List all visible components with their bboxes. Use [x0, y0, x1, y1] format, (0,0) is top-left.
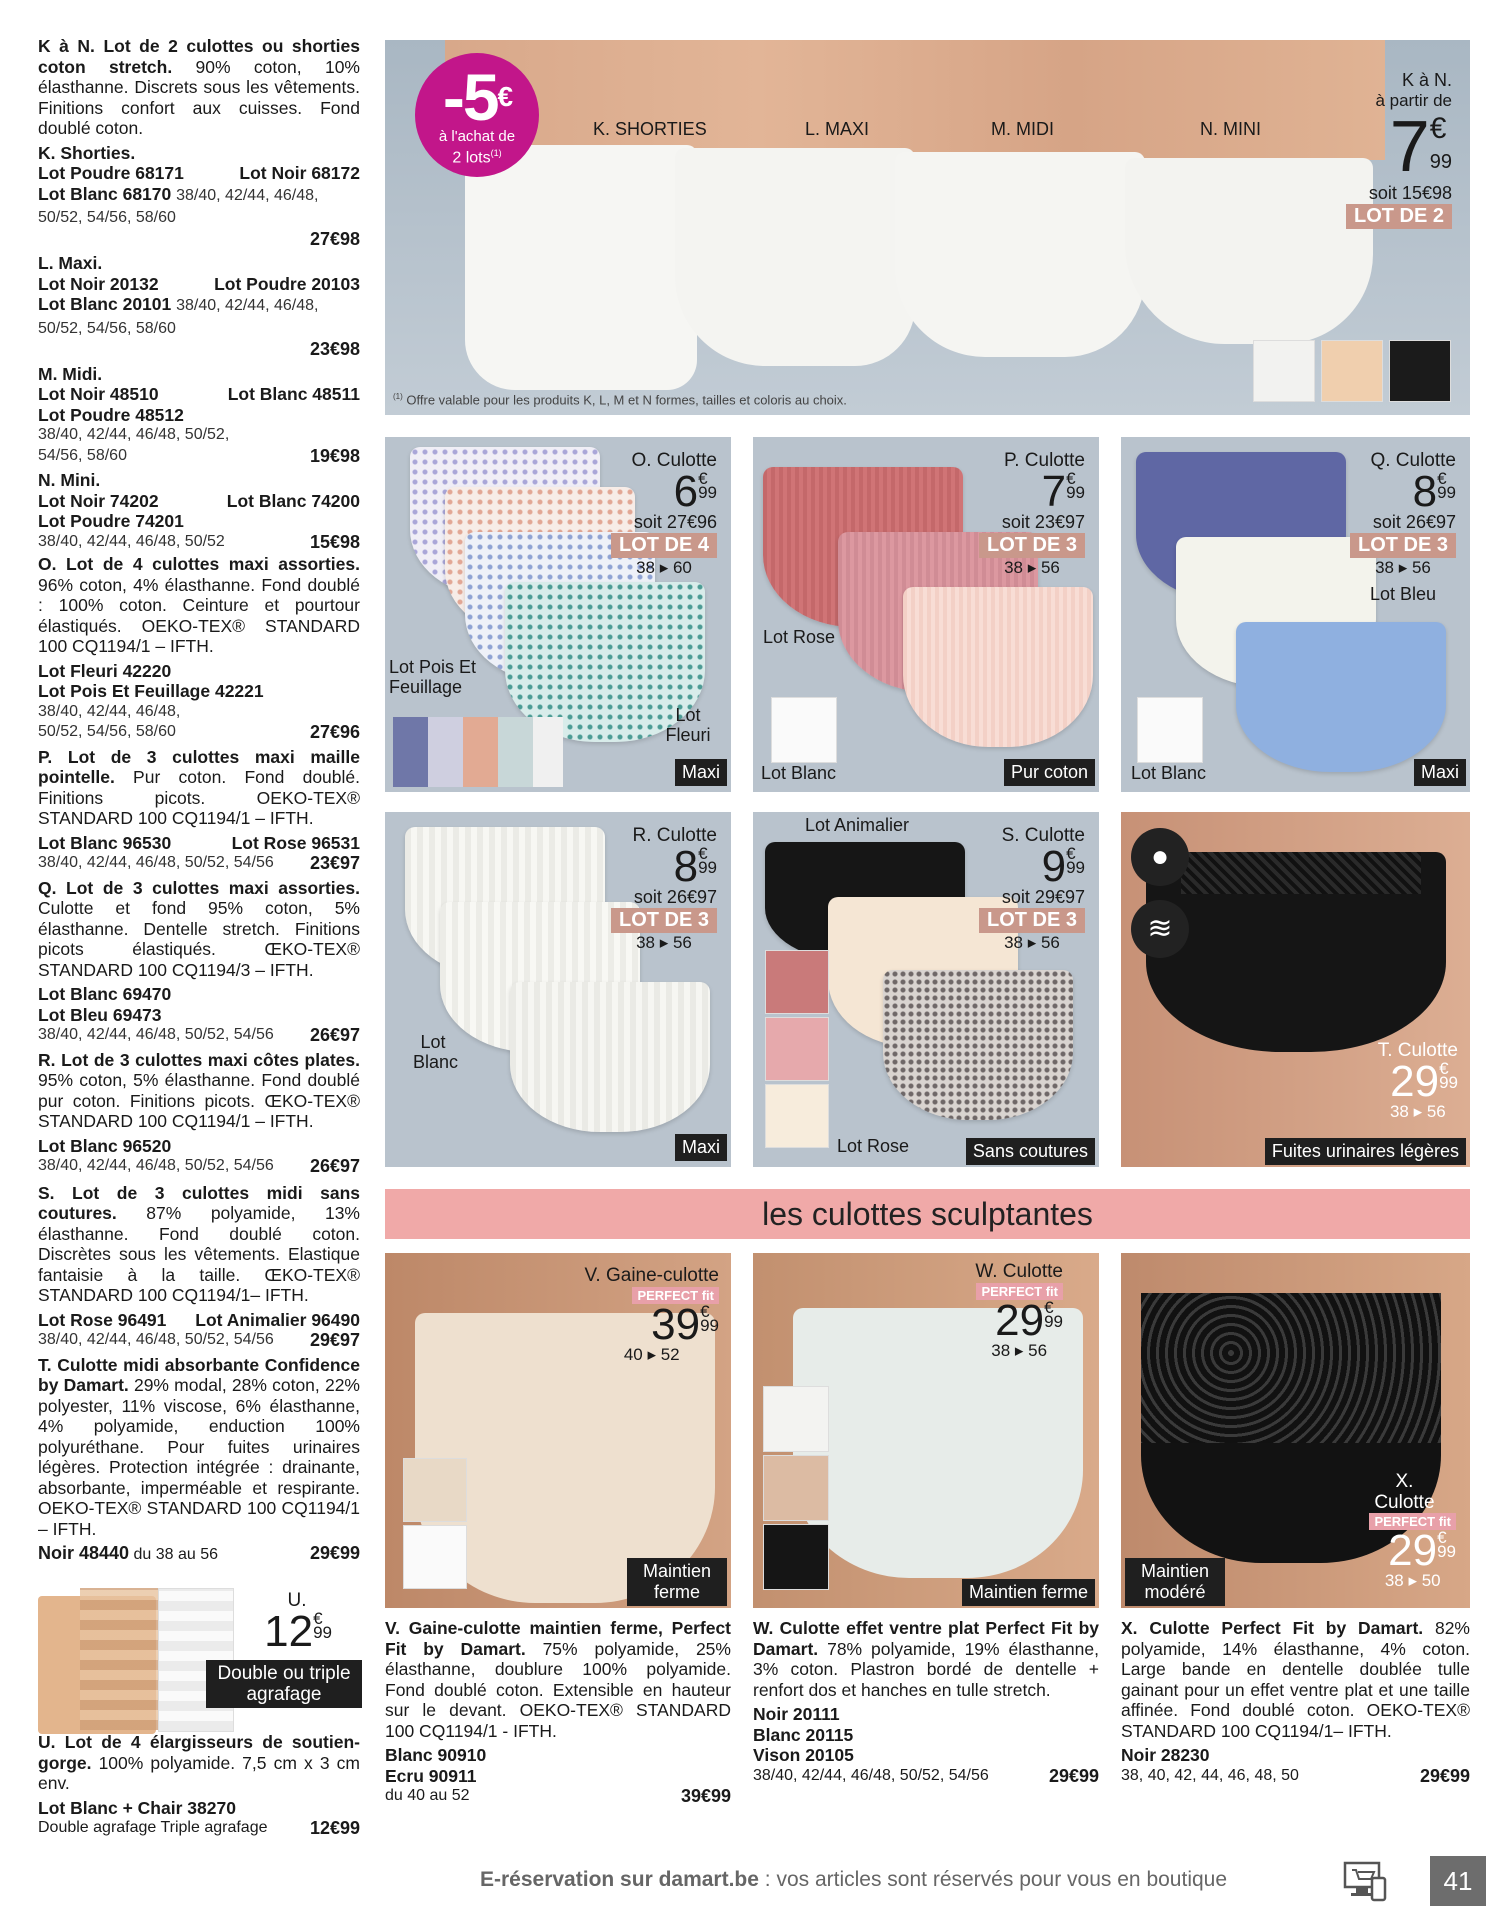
k-price: 27€98: [309, 228, 360, 249]
s-label-rose: Lot Rose: [837, 1136, 910, 1156]
r-label-blanc: Lot Blanc: [413, 1032, 459, 1072]
o-label-pois: Lot Pois Et Feuillage: [389, 657, 477, 697]
o-intro: O. Lot de 4 culottes maxi assorties.: [38, 554, 360, 574]
l-ref3: Lot Blanc 20101 38/40, 42/44, 46/48, 50/52, 54/56, 58/60: [38, 294, 319, 337]
o-label-fleuri: Lot Fleuri: [665, 705, 711, 745]
droplet-icon: ●: [1131, 828, 1189, 886]
n-title: N. Mini.: [38, 470, 101, 490]
s-intro: S. Lot de 3 culottes midi sans coutures.: [38, 1182, 360, 1223]
x-ref1: Noir 28230: [1121, 1745, 1210, 1765]
p-label-blanc: Lot Blanc: [761, 763, 837, 783]
q-price-block: Q. Culotte 8€ 99 soit 26€97 LOT DE 3 38 ▸ 56 Lot Bleu: [1350, 450, 1456, 605]
v-ref1: Blanc 90910: [385, 1745, 487, 1765]
q-ref2: Lot Bleu 69473: [38, 1004, 162, 1025]
hero-midi: [895, 152, 1145, 357]
perfect-fit-badge: PERFECT fit: [976, 1283, 1063, 1300]
promo-badge: -5€ à l'achat de 2 lots$^{(1)}$: [415, 53, 539, 177]
p-intro: P. Lot de 3 culottes maxi maille pointelle.: [38, 746, 360, 787]
q-intro: Q. Lot de 3 culottes maxi assorties.: [38, 877, 360, 898]
q-desc: Culotte et fond 95% coton, 5% élasthanne. Dentelle stretch. Finitions picots élastiqués. ŒKO-TEX® STANDARD 100 CQ1194/3 – IFTH.: [38, 898, 360, 980]
x-price-block: X. Culotte PERFECT fit 29€ 99 38 ▸ 50: [1369, 1471, 1456, 1591]
s-swatch-rose: [765, 1017, 829, 1081]
q-swatch-white: [1137, 697, 1203, 763]
w-swatch-vison: [763, 1455, 829, 1521]
q-tag: Maxi: [1414, 759, 1466, 786]
r-ref1: Lot Blanc 96520: [38, 1135, 172, 1156]
u-tag: Double ou triple agrafage: [206, 1660, 362, 1708]
m-refs: Lot Noir 48510 Lot Blanc 48511: [38, 384, 360, 404]
v-ref2: Ecru 90911: [385, 1765, 477, 1786]
swatch-powder: [1321, 340, 1383, 402]
w-tag: Maintien ferme: [962, 1579, 1095, 1606]
w-desc: 78% polyamide, 19% élasthanne, 3% coton. Plastron bordé de dentelle + renfort dos et hanches en tulle stretch.: [753, 1638, 1099, 1700]
label-midi: M. MIDI: [991, 119, 1054, 139]
hero-panel: [385, 40, 1470, 415]
r-desc: 95% coton, 5% élasthanne. Fond doublé pur coton. Finitions picots. ŒKO-TEX® STANDARD 100 CQ1194/1 – IFTH.: [38, 1070, 360, 1131]
w-swatch-black: [763, 1524, 829, 1590]
w-ref1: Noir 20111: [753, 1704, 840, 1724]
x-desc-title: X. Culotte Perfect Fit by Damart.: [1121, 1618, 1424, 1638]
s-refs: Lot Rose 96491 Lot Animalier 96490: [38, 1309, 360, 1330]
s-tag: Sans coutures: [966, 1138, 1095, 1165]
u-hook-detail: [80, 1588, 160, 1730]
u-desc: 100% polyamide. 7,5 cm x 3 cm env.: [38, 1752, 360, 1793]
u-price-display: U. 12€ 99: [264, 1590, 332, 1656]
s-desc: 87% polyamide, 13% élasthanne. Fond doublé coton. Discrètes sous les vêtements. Elastique fantaisie à la taille. ŒKO-TEX® STANDARD 100 CQ1194/1– IFTH.: [38, 1203, 360, 1305]
m-ref3: Lot Poudre 48512: [38, 404, 184, 425]
panel-q: [1121, 437, 1470, 792]
panel-t: [1121, 812, 1470, 1167]
t-tag: Fuites urinaires légères: [1265, 1138, 1466, 1165]
v-desc-title: V. Gaine-culotte maintien ferme, Perfect Fit by Damart.: [385, 1618, 731, 1659]
perfect-fit-badge: PERFECT fit: [1369, 1513, 1456, 1530]
p-swatch-white: [771, 697, 837, 763]
p-garment-pink: [903, 587, 1093, 747]
t-price-block: T. Culotte 29€ 99 38 ▸ 56: [1377, 1040, 1458, 1121]
hero-mini: [1125, 158, 1373, 344]
panel-o: [385, 437, 731, 792]
r-tag: Maxi: [675, 1134, 727, 1161]
r-price: 38/40, 42/44, 46/48, 50/52, 54/56 26€97: [38, 1156, 360, 1176]
s-price: 38/40, 42/44, 46/48, 50/52, 54/56 29€97: [38, 1330, 360, 1350]
label-mini: N. MINI: [1200, 119, 1261, 139]
swatch-black: [1389, 340, 1451, 402]
u-intro: U. Lot de 4 élargisseurs de soutien-gorge.: [38, 1732, 360, 1773]
k-refs: Lot Poudre 68171 Lot Noir 68172: [38, 163, 360, 183]
section-banner: [385, 1189, 1470, 1239]
o-desc: 96% coton, 4% élasthanne. Fond doublé : 100% coton. Ceinture et pourtour élastiqués. OEKO-TEX® STANDARD 100 CQ1194/1 – IFTH.: [38, 574, 360, 656]
r-garment-3: [510, 982, 710, 1132]
o-packaging: [393, 717, 563, 787]
q-ref1: Lot Blanc 69470: [38, 984, 172, 1004]
w-swatch-white: [763, 1386, 829, 1452]
t-price: Noir 48440 du 38 au 56 29€99: [38, 1543, 360, 1563]
p-refs: Lot Blanc 96530 Lot Rose 96531: [38, 832, 360, 853]
w-ref2: Blanc 20115: [753, 1724, 854, 1745]
hero-shorties: [465, 145, 697, 390]
v-swatch-white: [403, 1525, 467, 1589]
q-garment-blue: [1236, 622, 1446, 772]
panel-w: [753, 1253, 1099, 1608]
w-ref3: Vison 20105: [753, 1745, 854, 1765]
p-label-rose: Lot Rose: [763, 627, 836, 647]
o-price: 38/40, 42/44, 46/48, 50/52, 54/56, 58/60 27€96: [38, 702, 360, 742]
r-price-block: R. Culotte 8€ 99 soit 26€97 LOT DE 3 38 ▸ 56: [611, 825, 717, 953]
n-refs: Lot Noir 74202 Lot Blanc 74200: [38, 490, 360, 511]
p-price: 38/40, 42/44, 46/48, 50/52, 54/56 23€97: [38, 853, 360, 873]
footer-link[interactable]: E-réservation sur damart.be: [480, 1868, 759, 1891]
x-tag: Maintien modéré: [1125, 1558, 1225, 1606]
k-desc: 90% coton, 10% élasthanne. Discrets sous les vêtements. Finitions confort aux cuisses. Fond doublé coton.: [38, 56, 360, 138]
swatch-white: [1253, 340, 1315, 402]
x-lace-band: [1141, 1293, 1441, 1443]
o-ref2: Lot Pois Et Feuillage 42221: [38, 681, 264, 701]
v-price: du 40 au 52 39€99: [385, 1786, 731, 1806]
label-shorties: K. SHORTIES: [593, 119, 707, 139]
s-garment-animal: [883, 970, 1073, 1120]
w-price: 38/40, 42/44, 46/48, 50/52, 54/56 29€99: [753, 1765, 1099, 1786]
hero-price: K à N. à partir de 7€ 99 soit 15€98 LOT DE 2: [1346, 70, 1452, 229]
panel-p: [753, 437, 1099, 792]
hero-skin: [445, 40, 1385, 160]
computer-cart-icon: [1342, 1858, 1388, 1904]
section-title: les culottes sculptantes: [762, 1196, 1093, 1232]
panel-v: [385, 1253, 731, 1608]
footer-text: E-réservation sur damart.be : vos articles sont réservés pour vous en boutique: [480, 1868, 1228, 1891]
panel-s: [753, 812, 1099, 1167]
l-title: L. Maxi.: [38, 253, 103, 273]
k-intro: K à N. Lot de 2 culottes ou shorties coton stretch.: [38, 36, 360, 77]
m-price: 38/40, 42/44, 46/48, 50/52, 54/56, 58/60 19€98: [38, 426, 360, 466]
k-title: K. Shorties.: [38, 142, 136, 163]
t-intro: T. Culotte midi absorbante Confidence by Damart.: [38, 1354, 360, 1395]
hero-footnote: $^{(1)}$ Offre valable pour les produits K, L, M et N formes, tailles et coloris au choix.: [393, 392, 847, 408]
t-desc: 29% modal, 28% coton, 22% polyester, 11% viscose, 6% élasthanne, 4% polyamide, enduction 100% polyuréthane. Pour fuites urinaires légères. Protection intégrée : drainante, absorbante, imperméable et respirante. OEKO-TEX® STANDARD 100 CQ1194/1 – IFTH.: [38, 1375, 360, 1539]
o-ref1: Lot Fleuri 42220: [38, 660, 172, 681]
l-price: 23€98: [309, 339, 360, 359]
label-maxi: L. MAXI: [805, 119, 870, 139]
x-price: 38, 40, 42, 44, 46, 48, 50 29€99: [1121, 1765, 1470, 1786]
s-swatch-rose-dark: [765, 950, 829, 1014]
page-number: 41: [1430, 1856, 1486, 1906]
n-ref3: Lot Poudre 74201: [38, 511, 184, 531]
v-desc: 75% polyamide, 25% élasthanne, doublure 100% polyamide. Fond doublé coton. Extensible en hauteur sur le devant. OEKO-TEX® STANDARD 100 CQ1194/1 - IFTH.: [385, 1638, 731, 1741]
u-text: [38, 1732, 360, 1839]
panel-r: [385, 812, 731, 1167]
p-tag: Pur coton: [1004, 759, 1095, 786]
k-ref3: Lot Blanc 68170 38/40, 42/44, 46/48, 50/52, 54/56, 58/60: [38, 183, 319, 226]
perfect-fit-badge: PERFECT fit: [632, 1287, 719, 1304]
n-price: 38/40, 42/44, 46/48, 50/52 15€98: [38, 531, 360, 552]
v-text: [385, 1618, 731, 1807]
p-price-block: P. Culotte 7€ 99 soit 23€97 LOT DE 3 38 ▸ 56: [979, 450, 1085, 578]
u-image: [38, 1588, 234, 1738]
p-desc: Pur coton. Fond doublé. Finitions picots. OEKO-TEX® STANDARD 100 CQ1194/1 – IFTH.: [38, 767, 360, 828]
w-desc-title: W. Culotte effet ventre plat Perfect Fit by Damart.: [753, 1618, 1099, 1659]
m-title: M. Midi.: [38, 363, 103, 384]
l-refs: Lot Noir 20132 Lot Poudre 20103: [38, 273, 360, 294]
o-price-block: O. Culotte 6€ 99 soit 27€96 LOT DE 4 38 ▸ 60: [611, 450, 717, 578]
x-text: [1121, 1618, 1470, 1786]
v-tag: Maintien ferme: [627, 1558, 727, 1606]
panel-x: [1121, 1253, 1470, 1608]
w-price-block: W. Culotte PERFECT fit 29€ 99 38 ▸ 56: [975, 1261, 1063, 1360]
v-price-block: V. Gaine-culotte PERFECT fit 39€ 99 40 ▸ 52: [584, 1265, 719, 1364]
s-label-animalier: Lot Animalier: [805, 815, 910, 835]
t-lace-band: [1181, 852, 1421, 894]
o-tag: Maxi: [675, 759, 727, 786]
heat-waves-icon: ≋: [1131, 900, 1189, 958]
s-price-block: S. Culotte 9€ 99 soit 29€97 LOT DE 3 38 ▸ 56: [979, 825, 1085, 953]
hero-maxi: [675, 148, 915, 366]
s-swatch-cream: [765, 1084, 829, 1148]
q-label-blanc: Lot Blanc: [1131, 763, 1207, 783]
v-swatch-ecru: [403, 1458, 467, 1522]
u-ref: Lot Blanc + Chair 38270: [38, 1797, 236, 1818]
left-column: [38, 36, 360, 1566]
x-desc: 82% polyamide, 14% élasthanne, 4% coton. Large bande en dentelle doublée tulle gainant pour un effet ventre plat et une taille affinée. Fond doublé coton. OEKO-TEX® STANDARD 100 CQ1194/1– IFTH.: [1121, 1618, 1470, 1741]
w-text: [753, 1618, 1099, 1786]
r-intro: R. Lot de 3 culottes maxi côtes plates.: [38, 1049, 360, 1070]
q-price: 38/40, 42/44, 46/48, 50/52, 54/56 26€97: [38, 1025, 360, 1045]
u-price: Double agrafage Triple agrafage 12€99: [38, 1818, 360, 1838]
